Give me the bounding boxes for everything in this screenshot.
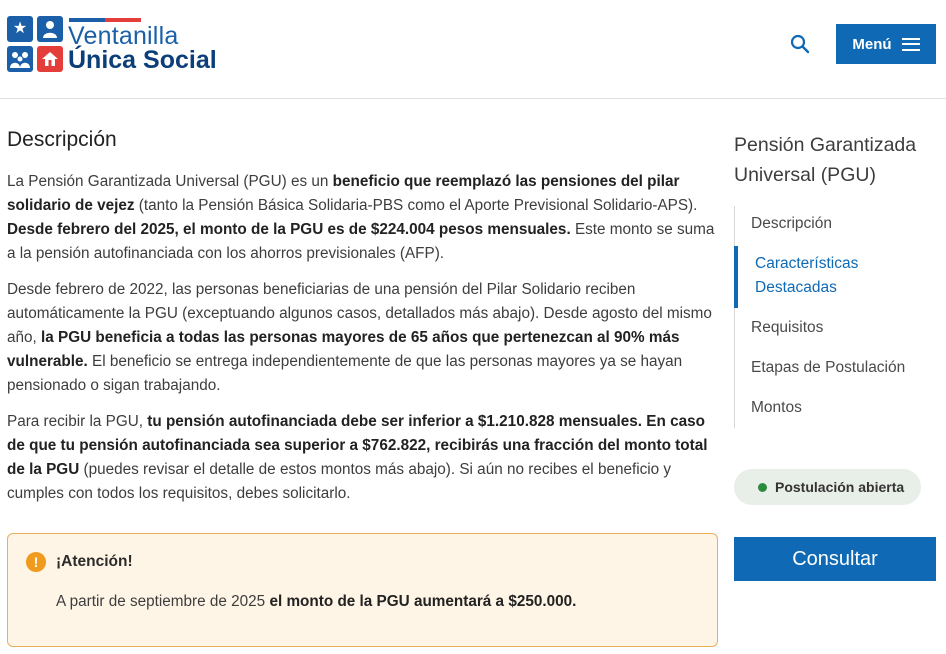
p1-bold-d: Desde febrero del 2025, el monto de la PGU es de $224.004 pesos mensuales. bbox=[7, 221, 571, 238]
p3-text-a: Para recibir la PGU, bbox=[7, 413, 148, 430]
p2-bold-b: la PGU beneficia a todas las personas mayores de 65 años que pertenezcan al 90% más vulnerable. bbox=[7, 329, 680, 370]
site-logo[interactable] bbox=[7, 16, 222, 74]
nav-item-caracteristicas[interactable]: Características Destacadas bbox=[755, 255, 859, 296]
p2-text-a: Desde febrero de 2022, las personas beneficiarias de una pensión del Pilar Solidario reciben automáticamente la PGU (exceptuando algunos casos, detallados más abajo). Desde agosto del mismo año, bbox=[7, 281, 712, 346]
person-icon bbox=[37, 16, 63, 42]
nav-item-montos[interactable]: Montos bbox=[751, 399, 802, 416]
menu-button[interactable] bbox=[836, 24, 936, 64]
p1-bold-b: beneficio que reemplazó las pensiones del pilar solidario de vejez bbox=[7, 173, 680, 214]
nav-item-etapas[interactable]: Etapas de Postulación bbox=[751, 359, 906, 376]
p3-bold-b: tu pensión autofinanciada debe ser inferior a $1.210.828 mensuales. En caso de que tu pensión autofinanciada sea superior a $762.822, recibirás una fracción del monto total de la PGU bbox=[7, 413, 708, 478]
attention-alert bbox=[7, 533, 718, 647]
active-indicator bbox=[734, 246, 738, 308]
logo-emblem bbox=[7, 16, 63, 72]
alert-text-a: A partir de septiembre de 2025 bbox=[56, 593, 270, 610]
hamburger-icon bbox=[902, 38, 920, 51]
menu-label: Menú bbox=[852, 35, 892, 53]
p1-text-c: (tanto la Pensión Básica Solidaria-PBS como el Aporte Previsional Solidario-APS). bbox=[134, 197, 698, 214]
main-content bbox=[7, 128, 719, 518]
paragraph-2 bbox=[7, 278, 719, 398]
paragraph-1 bbox=[7, 170, 719, 266]
status-badge bbox=[734, 469, 921, 505]
consult-button[interactable]: Consultar bbox=[734, 537, 936, 581]
search-icon bbox=[790, 34, 810, 54]
alert-text-b: el monto de la PGU aumentará a $250.000. bbox=[269, 593, 577, 610]
home-icon bbox=[37, 46, 63, 72]
p1-text-e: Este monto se suma a la pensión autofinanciada con los ahorros previsionales (AFP). bbox=[7, 221, 715, 262]
sidebar-title: Pensión Garantizada Universal (PGU) bbox=[734, 134, 917, 186]
p1-text-a: La Pensión Garantizada Universal (PGU) es un bbox=[7, 173, 333, 190]
site-header bbox=[0, 0, 946, 99]
sidebar-nav bbox=[734, 206, 939, 428]
search-button[interactable] bbox=[785, 30, 815, 60]
p2-text-c: El beneficio se entrega independientemente de que las personas mayores ya se hayan pensionado o sigan trabajando. bbox=[7, 353, 683, 394]
logo-text-line1: Ventanilla bbox=[68, 22, 179, 50]
status-text: Postulación abierta bbox=[775, 479, 905, 495]
warning-icon: ! bbox=[26, 552, 46, 572]
paragraph-3 bbox=[7, 410, 719, 506]
nav-item-requisitos[interactable]: Requisitos bbox=[751, 319, 824, 336]
alert-text bbox=[56, 593, 576, 611]
star-icon: ★ bbox=[7, 16, 33, 42]
p3-text-c: (puedes revisar el detalle de estos montos más abajo). Si aún no recibes el beneficio y cumples con todos los requisitos, debes solicitarlo. bbox=[7, 461, 672, 502]
family-icon bbox=[7, 46, 33, 72]
status-dot-icon bbox=[758, 483, 767, 492]
nav-item-descripcion[interactable]: Descripción bbox=[751, 215, 832, 232]
alert-title: ¡Atención! bbox=[56, 553, 133, 570]
logo-text-line2: Única Social bbox=[68, 46, 217, 74]
section-title: Descripción bbox=[7, 128, 117, 151]
